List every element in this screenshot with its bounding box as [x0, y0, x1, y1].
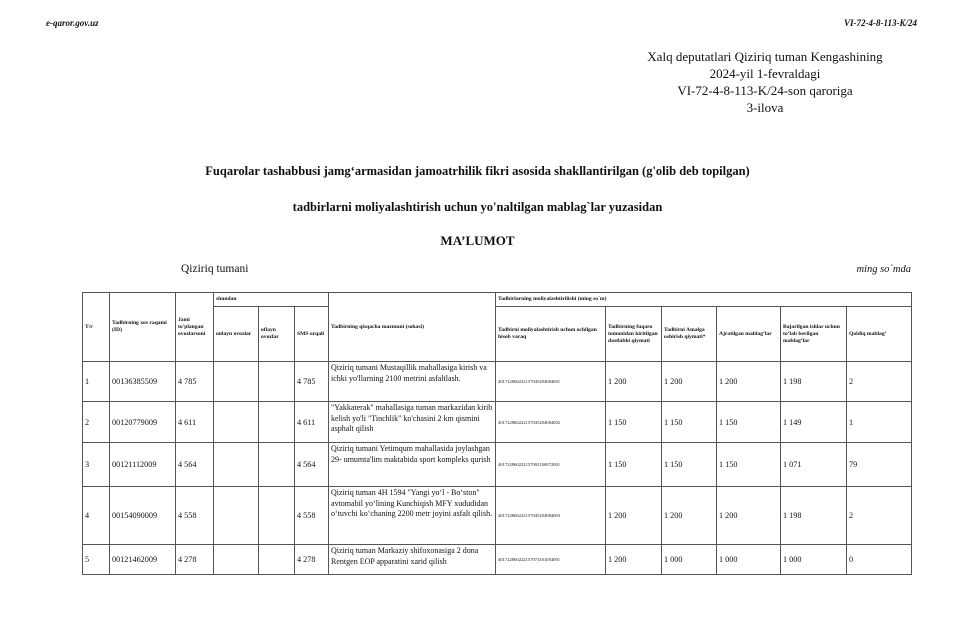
approval-line: 3-ilova — [746, 100, 784, 115]
cell-total: 4 564 — [176, 443, 214, 487]
cell-sms: 4 278 — [295, 545, 329, 575]
cell-description: "Yakkaterak" mahallasiga tuman markazidan kirib kelish yo'li "Tinchlik" ko'chasini 2 km qismini asphalt qilish — [329, 402, 496, 443]
cell-account: 401722860222157073101054001 — [496, 545, 606, 575]
table-row — [83, 362, 912, 402]
cell-total: 4 558 — [176, 487, 214, 545]
cell-paid: 1 198 — [781, 487, 847, 545]
cell-paid: 1 149 — [781, 402, 847, 443]
cell-initial: 1 150 — [606, 402, 662, 443]
cell-remaining: 1 — [847, 402, 912, 443]
cell-online — [214, 362, 259, 402]
cell-remaining: 2 — [847, 362, 912, 402]
cell-remaining: 79 — [847, 443, 912, 487]
cell-initial: 1 150 — [606, 443, 662, 487]
cell-allocated: 1 200 — [717, 362, 781, 402]
cell-id: 00136385509 — [110, 362, 176, 402]
table-row — [83, 487, 912, 545]
cell-remaining: 0 — [847, 545, 912, 575]
table-row — [83, 545, 912, 575]
approval-line: 2024-yil 1-fevraldagi — [709, 66, 821, 81]
cell-account: 401722860222157045204084003 — [496, 487, 606, 545]
header-exec-value: Tadbirni Amalga oshirish qiymati* — [662, 307, 717, 362]
cell-num: 2 — [83, 402, 110, 443]
cell-id: 00120779009 — [110, 402, 176, 443]
cell-num: 1 — [83, 362, 110, 402]
header-of-which: shundan — [214, 293, 329, 307]
cell-account: 401722860222157045204084001 — [496, 362, 606, 402]
header-online: onlayn ovozlar — [214, 307, 259, 362]
cell-offline — [259, 362, 295, 402]
cell-initial: 1 200 — [606, 362, 662, 402]
cell-total: 4 785 — [176, 362, 214, 402]
header-initial-value: Tadbirning fuqaro tomonidan kiritilgan dastlabki qiymati — [606, 307, 662, 362]
units-note: ming so`mda — [856, 264, 911, 275]
cell-initial: 1 200 — [606, 487, 662, 545]
cell-offline — [259, 487, 295, 545]
cell-sms: 4 611 — [295, 402, 329, 443]
document-title-line-2: tadbirlarni moliyalashtirish uchun yo'naltilgan mablag`lar yuzasidan — [292, 200, 663, 214]
cell-exec: 1 200 — [662, 362, 717, 402]
header-total-votes: Jami to'plangan ovozlarsoni — [176, 293, 214, 362]
cell-allocated: 1 150 — [717, 443, 781, 487]
document-title-main: MA’LUMOT — [440, 233, 515, 248]
approval-line: VI-72-4-8-113-K/24-son qaroriga — [677, 83, 853, 98]
cell-sms: 4 558 — [295, 487, 329, 545]
cell-offline — [259, 443, 295, 487]
cell-online — [214, 402, 259, 443]
cell-description: Qiziriq tuman Markaziy shifoxonasiga 2 dona Rentgen EOP apparatini xarid qilish — [329, 545, 496, 575]
header-sms: SMS orqali — [295, 307, 329, 362]
cell-id: 00121112009 — [110, 443, 176, 487]
cell-online — [214, 487, 259, 545]
cell-exec: 1 000 — [662, 545, 717, 575]
cell-description: Qiziriq tumani Mustaqillik mahallasiga kirish va ichki yo'llarning 2100 metrini asfaltlash. — [329, 362, 496, 402]
header-funding-group: Tadbirlarning moliyalashtirilishi (ming so`m) — [496, 293, 912, 307]
district-name: Qiziriq tumani — [181, 263, 249, 275]
cell-initial: 1 200 — [606, 545, 662, 575]
approval-block — [630, 48, 900, 116]
header-paid: Bajarilgan ishlar uchun to‘lab berilgan mablag‘lar — [781, 307, 847, 362]
approval-line: Xalq deputatlari Qiziriq tuman Kengashining — [647, 49, 883, 64]
document-title-line-1: Fuqarolar tashabbusi jamg‘armasidan jamoatrhilik fikri asosida shakllantirilgan (g'olib deb topilgan) — [205, 164, 750, 178]
cell-total: 4 611 — [176, 402, 214, 443]
cell-num: 4 — [83, 487, 110, 545]
cell-sms: 4 564 — [295, 443, 329, 487]
cell-allocated: 1 200 — [717, 487, 781, 545]
cell-description: Qiziriq tumani Yetimqum mahallasida joylashgan 29- umumta'lim maktabida sport kompleks qurish — [329, 443, 496, 487]
cell-online — [214, 545, 259, 575]
cell-account: 401722860222157045204084002 — [496, 402, 606, 443]
cell-account: 401722860222157092100072001 — [496, 443, 606, 487]
cell-allocated: 1 150 — [717, 402, 781, 443]
site-url: e-qaror.gov.uz — [46, 18, 99, 28]
header-allocated: Ajratilgan mablag‘lar — [717, 307, 781, 362]
header-account: Tadbirni moliyalashtirish uchun ochilgan hisob varaq — [496, 307, 606, 362]
table-row — [83, 443, 912, 487]
table-row — [83, 402, 912, 443]
cell-num: 3 — [83, 443, 110, 487]
cell-exec: 1 200 — [662, 487, 717, 545]
header-id: Tadbirning xos raqami (ID) — [110, 293, 176, 362]
cell-id: 00121462009 — [110, 545, 176, 575]
cell-offline — [259, 402, 295, 443]
document-code: VI-72-4-8-113-K/24 — [844, 18, 917, 28]
funding-table — [82, 292, 912, 575]
cell-description: Qiziriq tuman 4H 1594 "Yangi yo‘l - Bo‘ston" avtomabil yo‘lining Kunchiqish MFY xududidan o‘tuvchi ko‘chaning 2200 metr joyini asfalt qilish. — [329, 487, 496, 545]
header-num: T/r — [83, 293, 110, 362]
cell-exec: 1 150 — [662, 402, 717, 443]
cell-exec: 1 150 — [662, 443, 717, 487]
cell-sms: 4 785 — [295, 362, 329, 402]
header-description: Tadbirning qisqacha mazmuni (sohasi) — [329, 293, 496, 362]
cell-offline — [259, 545, 295, 575]
cell-paid: 1 198 — [781, 362, 847, 402]
cell-id: 00154090009 — [110, 487, 176, 545]
cell-paid: 1 071 — [781, 443, 847, 487]
cell-allocated: 1 000 — [717, 545, 781, 575]
cell-paid: 1 000 — [781, 545, 847, 575]
cell-total: 4 278 — [176, 545, 214, 575]
cell-online — [214, 443, 259, 487]
cell-remaining: 2 — [847, 487, 912, 545]
cell-num: 5 — [83, 545, 110, 575]
header-offline: oflayn ovozlar — [259, 307, 295, 362]
header-remaining: Qoldiq mablag‘ — [847, 307, 912, 362]
